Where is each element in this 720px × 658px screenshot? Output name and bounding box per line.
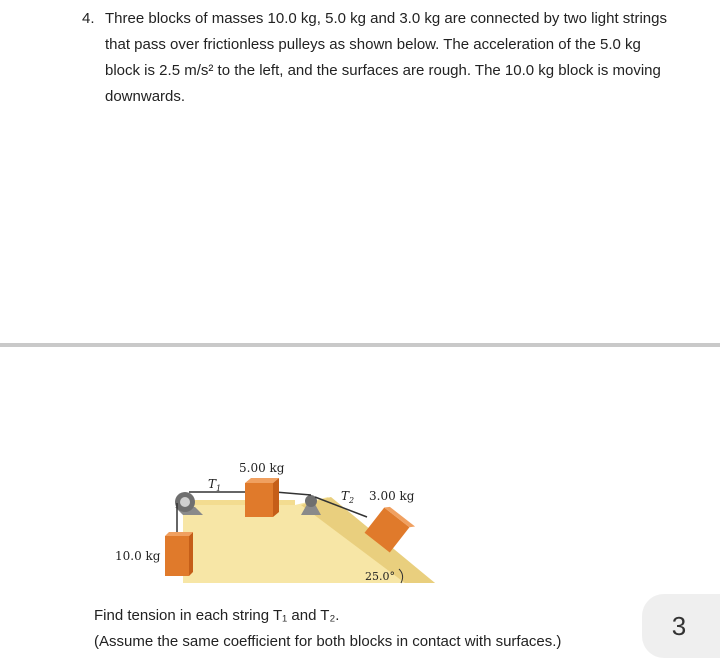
label-angle: 25.0° — [365, 570, 395, 583]
block-5kg — [245, 478, 279, 517]
label-10kg: 10.0 kg — [115, 549, 161, 563]
block-10kg — [165, 532, 193, 576]
page-divider — [0, 343, 720, 347]
label-t2 — [341, 489, 354, 505]
instruction-line-1: Find tension in each string T₁ and T₂. — [94, 607, 340, 624]
label-t2-sub: 2 — [349, 496, 355, 505]
instructions — [94, 603, 654, 655]
physics-diagram — [105, 445, 455, 595]
label-5kg: 5.00 kg — [239, 461, 285, 475]
label-t2-main: T — [341, 489, 350, 503]
instruction-line-2: (Assume the same coefficient for both blocks in contact with surfaces.) — [94, 633, 562, 650]
label-t1-sub: 1 — [216, 484, 222, 493]
string-t2-top — [275, 492, 311, 495]
label-3kg: 3.00 kg — [369, 489, 415, 503]
question-number: 4. — [82, 10, 95, 27]
label-t1 — [208, 477, 221, 493]
question-text: Three blocks of masses 10.0 kg, 5.0 kg and 3.0 kg are connected by two light strings that pass over frictionless pulleys as shown below. The acceleration of the 5.0 kg block is 2.5 m/s² to the left, and the surfaces are rough. The 10.0 kg block is moving downwards. — [105, 10, 667, 105]
question-block — [80, 6, 670, 110]
page-number-badge[interactable] — [642, 594, 720, 658]
page-number: 3 — [671, 610, 687, 641]
label-t1-main: T — [208, 477, 217, 491]
